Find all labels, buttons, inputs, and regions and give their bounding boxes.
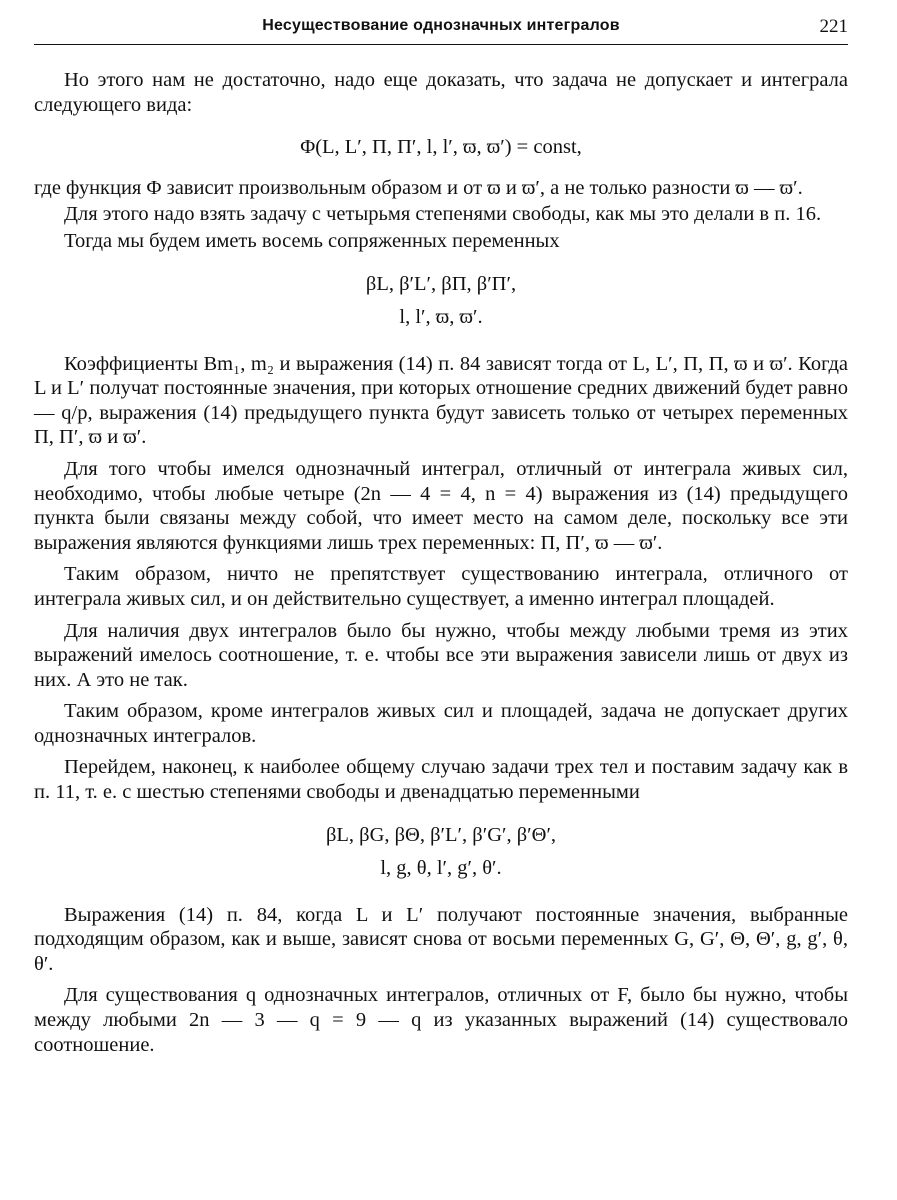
paragraph-10: Перейдем, наконец, к наиболее общему случаю задачи трех тел и поставим задачу как в п. 11, т. е. с шестью степенями свободы и двенадцатью переменными [34,756,848,804]
paragraph-7: Таким образом, ничто не препятствует существованию интеграла, отличного от интеграла живых сил, и он действительно существует, а именно интеграл площадей. [34,563,848,610]
paragraph-5: Коэффициенты Bm₁, m₂ и выражения (14) п. 84 зависят тогда от L, L′, Π, Π, ϖ и ϖ′. Когда L и L′ получат постоянные значения, при которых отношение средних движений будет равно — q/p, выражения (14) предыдущего пункта будут зависеть только от четырех переменных Π, Π′, ϖ и ϖ′. [34,352,848,449]
paragraph-8: Для наличия двух интегралов было бы нужно, чтобы между любыми тремя из этих выражений имелось соотношение, т. е. чтобы все эти выражения зависели лишь от двух из них. А это не так. [34,619,848,691]
formula-phi: Φ(L, L′, Π, Π′, l, l′, ϖ, ϖ′) = const, [300,136,582,159]
formula-variables-8-line-2: l, l′, ϖ, ϖ′. [399,305,483,328]
paragraph-4: Тогда мы будем иметь восемь сопряженных переменных [64,229,560,252]
running-header [34,14,848,45]
paragraph-1: Но этого нам не достаточно, надо еще доказать, что задача не допускает и интеграла следующего вида: [34,69,848,116]
page-number: 221 [819,16,848,37]
formula-variables-12 [34,819,848,885]
paragraph-9: Таким образом, кроме интегралов живых сил и площадей, задача не допускает других однозначных интегралов. [34,700,848,747]
running-title: Несуществование однозначных интегралов [262,17,620,34]
paragraph-3: Для этого надо взять задачу с четырьмя степенями свободы, как мы это делали в п. 16. [64,203,822,226]
formula-variables-8 [34,268,848,334]
page-body [34,68,848,1057]
paragraph-12: Для существования q однозначных интегралов, отличных от F, было бы нужно, чтобы между любыми 2n — 3 — q = 9 — q из указанных выражений (14) существовало соотношение. [34,984,848,1056]
formula-variables-12-line-1: βL, βG, βΘ, β′L′, β′G′, β′Θ′, [325,823,557,846]
paragraph-11: Выражения (14) п. 84, когда L и L′ получают постоянные значения, выбранные подходящим образом, как и выше, зависят снова от восьми переменных G, G′, Θ, Θ′, g, g′, θ, θ′. [34,903,848,975]
paragraph-6: Для того чтобы имелся однозначный интеграл, отличный от интеграла живых сил, необходимо, чтобы любые четыре (2n — 4 = 4, n = 4) выражения из (14) предыдущего пункта были связаны между собой, что имеет место на самом деле, поскольку все эти выражения являются функциями лишь трех переменных: Π, Π′, ϖ — ϖ′. [34,457,848,554]
formula-variables-8-line-1: βL, β′L′, βΠ, β′Π′, [365,272,517,295]
formula-variables-12-line-2: l, g, θ, l′, g′, θ′. [380,856,502,879]
paragraph-2: где функция Φ зависит произвольным образом и от ϖ и ϖ′, а не только разности ϖ — ϖ′. [34,176,803,199]
